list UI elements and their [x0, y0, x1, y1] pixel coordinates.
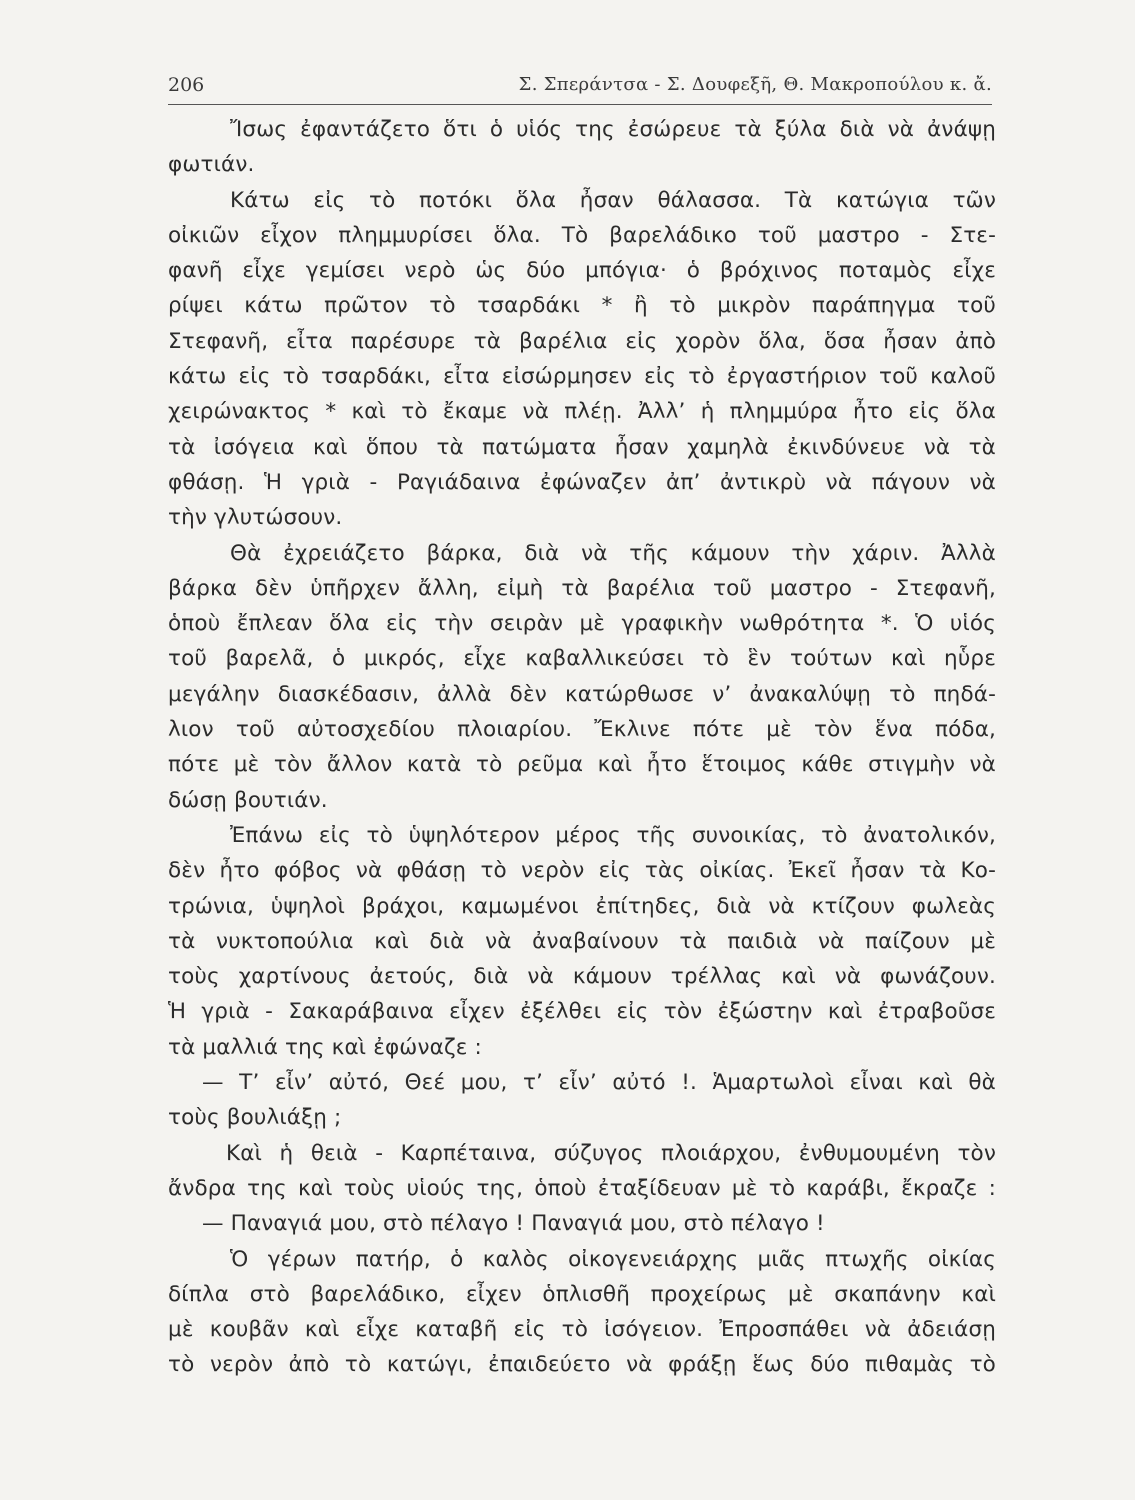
text-line: τὰ νυκτοπούλια καὶ διὰ νὰ ἀναβαίνουν τὰ παιδιὰ νὰ παίζουν μὲ [168, 928, 996, 954]
text-line: τὰ ἰσόγεια καὶ ὅπου τὰ πατώματα ἦσαν χαμηλὰ ἐκινδύνευε νὰ τὰ [168, 434, 996, 460]
text-line: δίπλα στὸ βαρελάδικο, εἶχεν ὁπλισθῆ προχείρως μὲ σκαπάνην καὶ [168, 1281, 996, 1307]
text-line: μὲ κουβᾶν καὶ εἶχε καταβῆ εἰς τὸ ἰσόγειον. Ἐπροσπάθει νὰ ἀδειάσῃ [168, 1317, 996, 1343]
page-header [168, 74, 992, 105]
page-number: 206 [168, 74, 205, 96]
text-line: τρώνια, ὑψηλοὶ βράχοι, καμωμένοι ἐπίτηδες, διὰ νὰ κτίζουν φωλεὰς [168, 893, 996, 919]
text-line: φωτιάν. [168, 152, 255, 178]
text-line: χειρώνακτος * καὶ τὸ ἔκαμε νὰ πλέῃ. Ἀλλ’ ἡ πλημμύρα ἦτο εἰς ὅλα [168, 399, 996, 425]
text-line: κάτω εἰς τὸ τσαρδάκι, εἶτα εἰσώρμησεν εἰς τὸ ἐργαστήριον τοῦ καλοῦ [168, 364, 996, 390]
text-line: φανῆ εἶχε γεμίσει νερὸ ὡς δύο μπόγια· ὁ βρόχινος ποταμὸς εἶχε [168, 258, 996, 284]
text-line: μεγάλην διασκέδασιν, ἀλλὰ δὲν κατώρθωσε ν’ ἀνακαλύψῃ τὸ πηδά- [168, 681, 996, 707]
text-line: ρίψει κάτω πρῶτον τὸ τσαρδάκι * ἢ τὸ μικρὸν παράπηγμα τοῦ [168, 293, 996, 319]
text-line: ἄνδρα της καὶ τοὺς υἱούς της, ὁποὺ ἐταξίδευαν μὲ τὸ καράβι, ἔκραζε : [168, 1175, 996, 1201]
text-line: Κάτω εἰς τὸ ποτόκι ὅλα ἦσαν θάλασσα. Τὰ κατώγια τῶν [230, 187, 996, 213]
text-line: δώσῃ βουτιάν. [168, 787, 328, 813]
text-line: — Τ’ εἶν’ αὐτό, Θεέ μου, τ’ εἶν’ αὐτό !. Ἁμαρτωλοὶ εἶναι καὶ θὰ [202, 1070, 996, 1096]
text-line: τὰ μαλλιά της καὶ ἐφώναζε : [168, 1034, 482, 1060]
text-line: λιον τοῦ αὐτοσχεδίου πλοιαρίου. Ἔκλινε πότε μὲ τὸν ἕνα πόδα, [168, 717, 996, 743]
text-line: φθάσῃ. Ἡ γριὰ - Ραγιάδαινα ἐφώναζεν ἀπ’ ἀντικρὺ νὰ πάγουν νὰ [168, 469, 996, 495]
text-line: τὸ νερὸν ἀπὸ τὸ κατώγι, ἐπαιδεύετο νὰ φράξῃ ἕως δύο πιθαμὰς τὸ [168, 1352, 996, 1378]
text-line: οἰκιῶν εἶχον πλημμυρίσει ὅλα. Τὸ βαρελάδικο τοῦ μαστρο - Στε- [168, 222, 996, 248]
text-line: τοὺς χαρτίνους ἀετούς, διὰ νὰ κάμουν τρέλλας καὶ νὰ φωνάζουν. [168, 964, 996, 990]
text-line: Στεφανῆ, εἶτα παρέσυρε τὰ βαρέλια εἰς χορὸν ὅλα, ὅσα ἦσαν ἀπὸ [168, 328, 996, 354]
text-line: τοὺς βουλιάξῃ ; [168, 1105, 342, 1131]
text-line: — Παναγιά μου, στὸ πέλαγο ! Παναγιά μου, στὸ πέλαγο ! [202, 1211, 825, 1237]
text-line: τὴν γλυτώσουν. [168, 505, 343, 531]
text-line: Καὶ ἡ θειὰ - Καρπέταινα, σύζυγος πλοιάρχου, ἐνθυμουμένη τὸν [226, 1140, 996, 1166]
text-line: Ἴσως ἐφαντάζετο ὅτι ὁ υἱός της ἐσώρευε τὰ ξύλα διὰ νὰ ἀνάψῃ [230, 117, 996, 142]
text-line: Θὰ ἐχρειάζετο βάρκα, διὰ νὰ τῆς κάμουν τὴν χάριν. Ἀλλὰ [230, 540, 996, 566]
text-line: Ἐπάνω εἰς τὸ ὑψηλότερον μέρος τῆς συνοικίας, τὸ ἀνατολικόν, [230, 822, 996, 848]
text-line: δὲν ἦτο φόβος νὰ φθάσῃ τὸ νερὸν εἰς τὰς οἰκίας. Ἐκεῖ ἦσαν τὰ Κο- [168, 858, 996, 884]
text-line: τοῦ βαρελᾶ, ὁ μικρός, εἶχε καβαλλικεύσει τὸ ἓν τούτων καὶ ηὗρε [168, 646, 996, 672]
running-head: Σ. Σπεράντσα - Σ. Δουφεξῆ, Θ. Μακροπούλου κ. ἄ. [518, 74, 992, 95]
text-line: Ὁ γέρων πατήρ, ὁ καλὸς οἰκογενειάρχης μιᾶς πτωχῆς οἰκίας [230, 1246, 996, 1272]
text-line: βάρκα δὲν ὑπῆρχεν ἄλλη, εἰμὴ τὰ βαρέλια τοῦ μαστρο - Στεφανῆ, [168, 575, 996, 601]
text-line: πότε μὲ τὸν ἄλλον κατὰ τὸ ρεῦμα καὶ ἦτο ἕτοιμος κάθε στιγμὴν νὰ [168, 752, 996, 778]
body-text [168, 112, 996, 1383]
text-line: Ἡ γριὰ - Σακαράβαινα εἶχεν ἐξέλθει εἰς τὸν ἐξώστην καὶ ἐτραβοῦσε [168, 999, 996, 1025]
text-line: ὁποὺ ἔπλεαν ὅλα εἰς τὴν σειρὰν μὲ γραφικὴν νωθρότητα *. Ὁ υἱός [168, 611, 996, 637]
